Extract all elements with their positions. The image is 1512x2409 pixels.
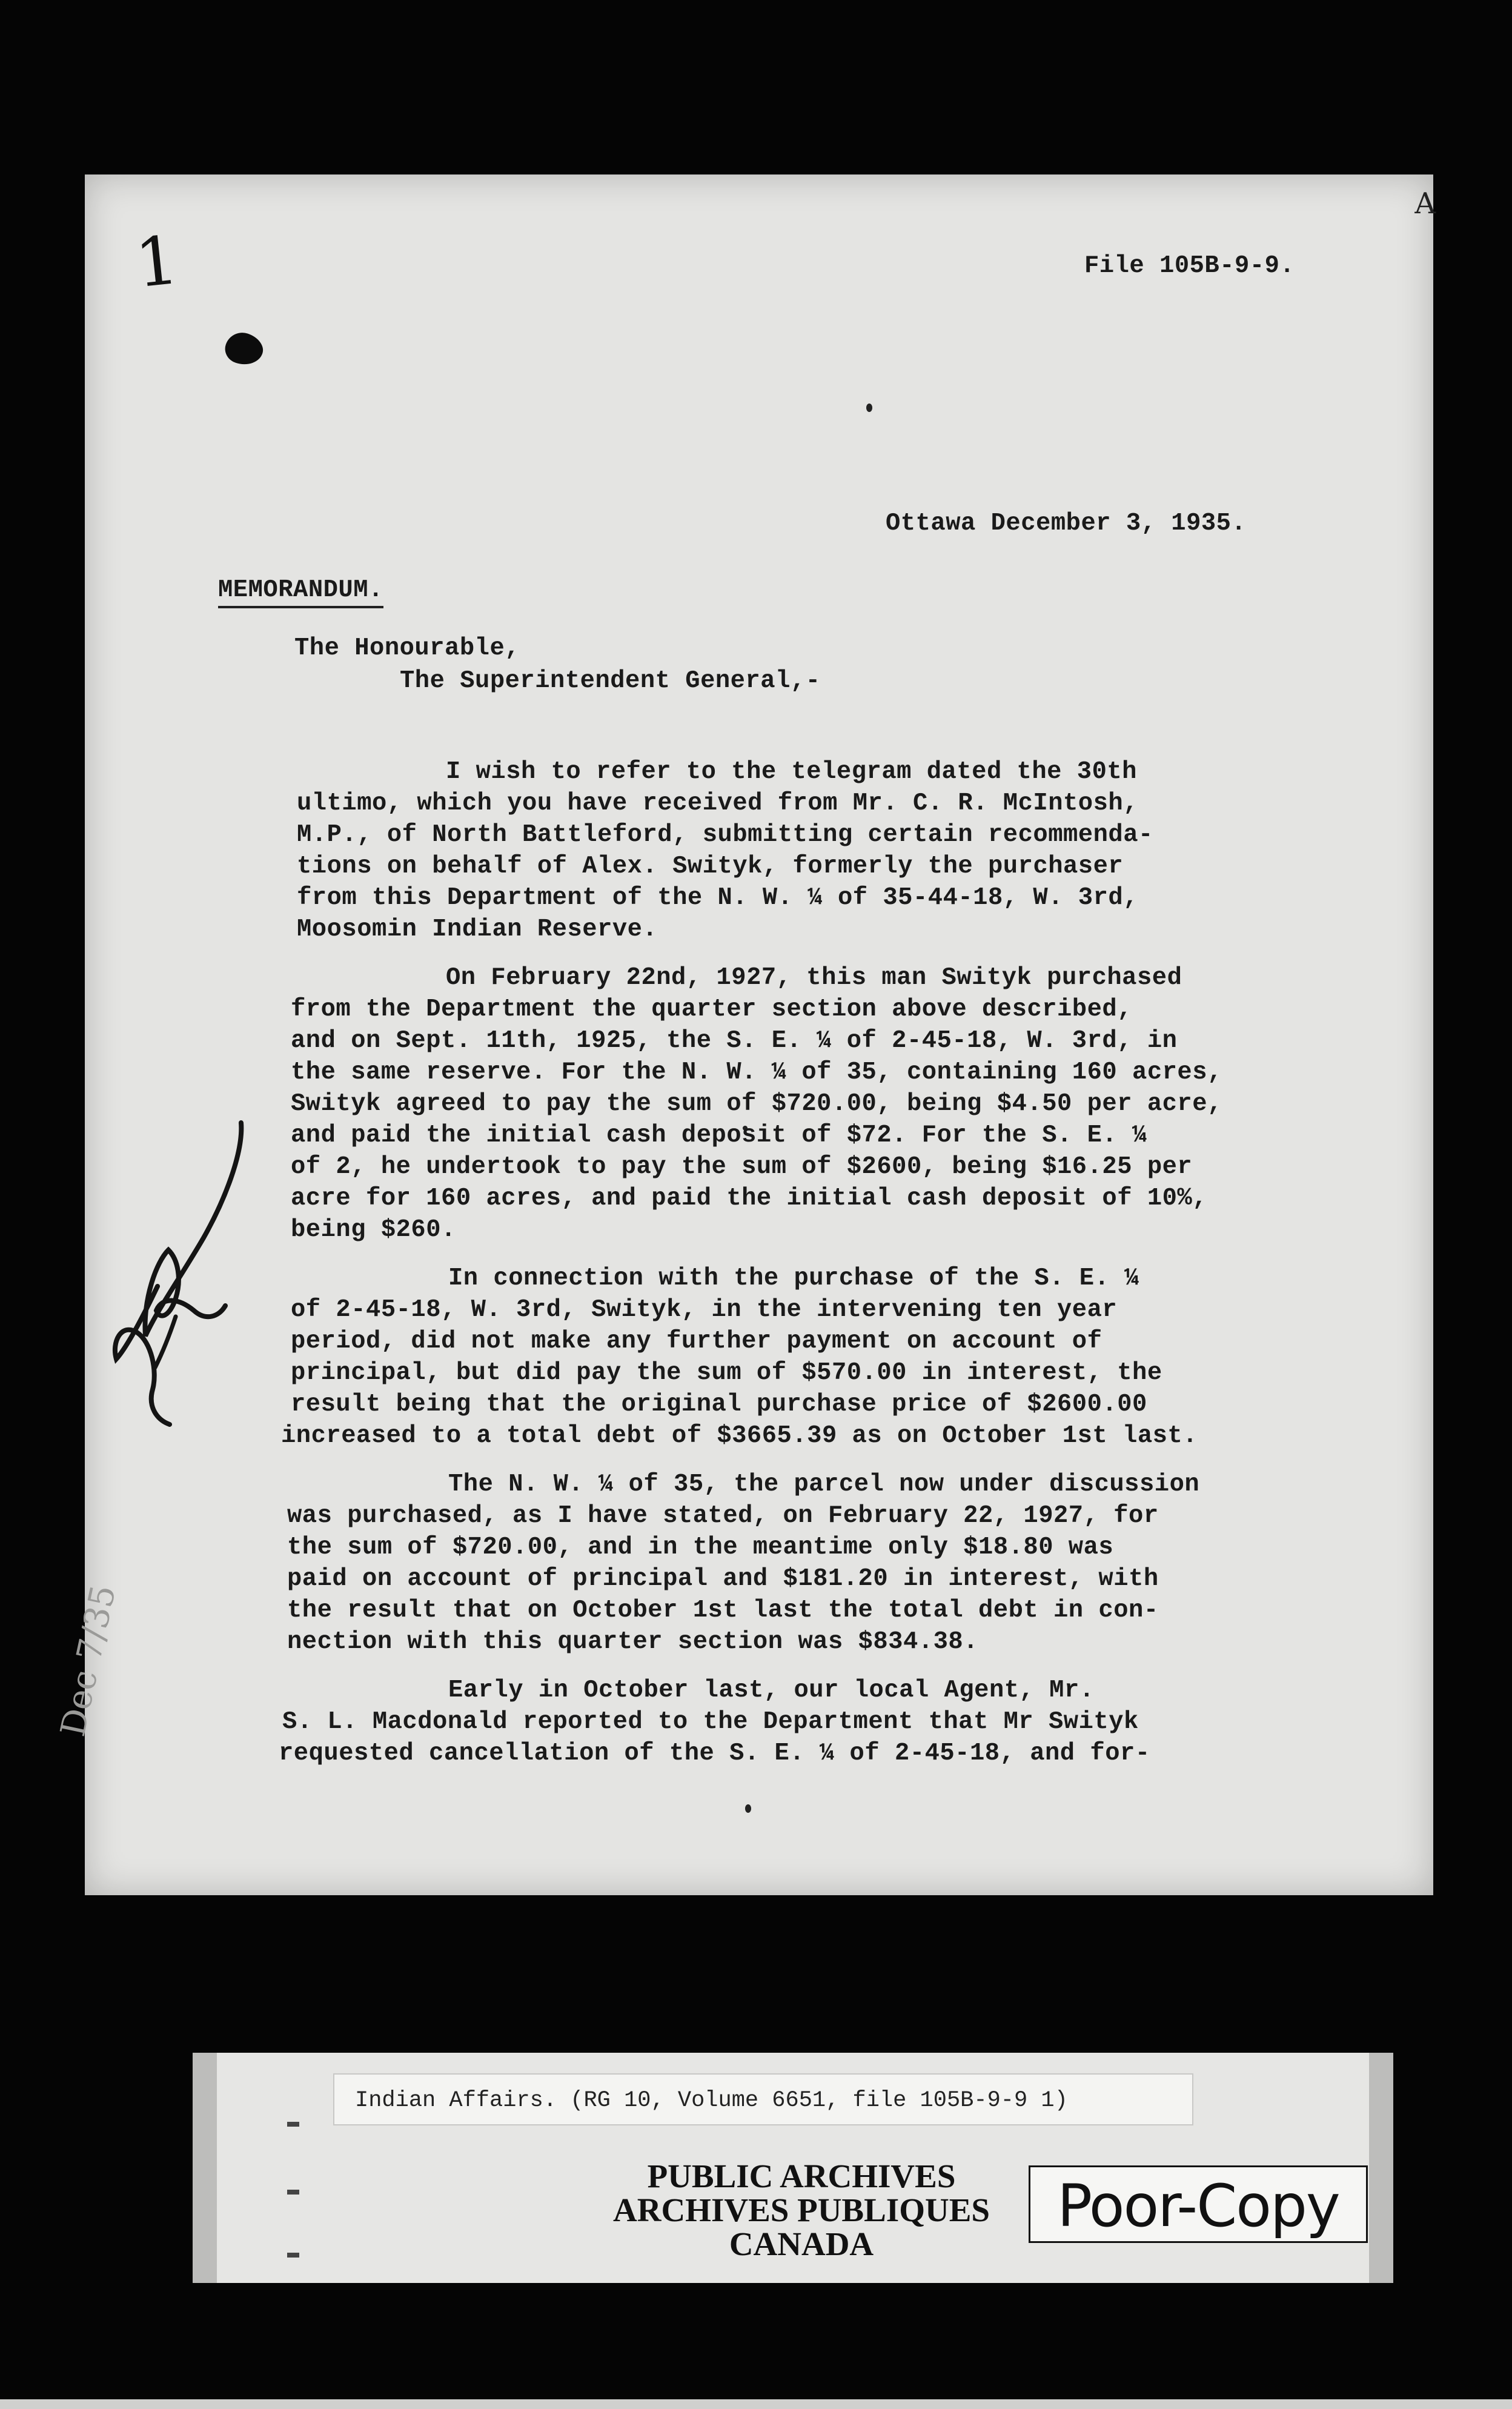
- handwritten-page-number: 1: [131, 221, 182, 303]
- body-line: and on Sept. 11th, 1925, the S. E. ¼ of 2-45-18, W. 3rd, in: [291, 1027, 1178, 1055]
- body-line: On February 22nd, 1927, this man Swityk purchased: [446, 964, 1182, 992]
- body-line: paid on account of principal and $181.20 in interest, with: [287, 1565, 1159, 1593]
- panel-edge: [193, 2053, 217, 2283]
- body-line: Moosomin Indian Reserve.: [297, 915, 658, 943]
- film-edge: [0, 2399, 1512, 2409]
- file-reference: File 105B-9-9.: [1084, 252, 1295, 280]
- body-line: nection with this quarter section was $834.38.: [287, 1628, 978, 1656]
- body-line: the sum of $720.00, and in the meantime only $18.80 was: [287, 1533, 1114, 1561]
- body-line: I wish to refer to the telegram dated the 30th: [446, 758, 1137, 786]
- archives-title-line: ARCHIVES PUBLIQUES: [613, 2191, 990, 2228]
- speck: [745, 1804, 751, 1813]
- body-line: In connection with the purchase of the S. E. ¼: [448, 1264, 1139, 1292]
- body-line: and paid the initial cash deposit of $72. For the S. E. ¼: [291, 1121, 1147, 1149]
- document-page: [53, 174, 1436, 1895]
- archive-label-panel: [193, 2053, 1393, 2283]
- body-line: principal, but did pay the sum of $570.00 in interest, the: [291, 1359, 1162, 1387]
- poor-copy-stamp: Poor-Copy: [1029, 2165, 1368, 2243]
- archives-title-line: CANADA: [729, 2225, 874, 2262]
- date-line: Ottawa December 3, 1935.: [886, 510, 1247, 537]
- salutation-line: The Honourable,: [294, 634, 520, 662]
- handwritten-margin-date: Dec 7/35: [53, 1581, 124, 1740]
- body-line: the same reserve. For the N. W. ¼ of 35, containing 160 acres,: [291, 1058, 1222, 1086]
- body-line: was purchased, as I have stated, on February 22, 1927, for: [287, 1502, 1159, 1530]
- archives-title-line: PUBLIC ARCHIVES: [647, 2158, 956, 2195]
- body-line: M.P., of North Battleford, submitting certain recommenda-: [297, 821, 1153, 849]
- body-line: of 2, he undertook to pay the sum of $2600, being $16.25 per: [291, 1153, 1193, 1181]
- panel-edge: [1369, 2053, 1393, 2283]
- body-line: increased to a total debt of $3665.39 as on October 1st last.: [281, 1422, 1198, 1450]
- registration-tick: [287, 2190, 299, 2195]
- body-line: from the Department the quarter section above described,: [291, 995, 1133, 1023]
- memo-heading: MEMORANDUM.: [218, 574, 383, 608]
- body-line: Swityk agreed to pay the sum of $720.00, being $4.50 per acre,: [291, 1090, 1222, 1118]
- corner-mark: A: [1414, 187, 1436, 221]
- speck: [866, 404, 872, 412]
- ink-blot: [221, 328, 267, 370]
- archive-citation: Indian Affairs. (RG 10, Volume 6651, file 105B-9-9 1): [333, 2073, 1193, 2125]
- body-line: being $260.: [291, 1216, 456, 1244]
- body-line: acre for 160 acres, and paid the initial cash deposit of 10%,: [291, 1185, 1208, 1212]
- body-line: tions on behalf of Alex. Swityk, formerly the purchaser: [297, 852, 1124, 880]
- archives-title: [574, 2159, 1029, 2261]
- body-line: The N. W. ¼ of 35, the parcel now under discussion: [448, 1470, 1200, 1498]
- body-line: requested cancellation of the S. E. ¼ of 2-45-18, and for-: [279, 1739, 1150, 1767]
- registration-tick: [287, 2253, 299, 2258]
- body-line: period, did not make any further payment on account of: [291, 1327, 1102, 1355]
- registration-tick: [287, 2122, 299, 2127]
- body-line: S. L. Macdonald reported to the Department that Mr Swityk: [282, 1708, 1139, 1736]
- body-line: of 2-45-18, W. 3rd, Swityk, in the intervening ten year: [291, 1296, 1118, 1324]
- body-line: from this Department of the N. W. ¼ of 35-44-18, W. 3rd,: [297, 884, 1139, 912]
- handwritten-initials: [85, 1117, 267, 1480]
- body-line: the result that on October 1st last the total debt in con-: [287, 1597, 1159, 1624]
- body-line: result being that the original purchase price of $2600.00: [291, 1391, 1147, 1418]
- body-line: Early in October last, our local Agent, Mr.: [448, 1676, 1095, 1704]
- body-line: ultimo, which you have received from Mr. C. R. McIntosh,: [297, 789, 1139, 817]
- salutation-line: The Superintendent General,-: [400, 667, 821, 695]
